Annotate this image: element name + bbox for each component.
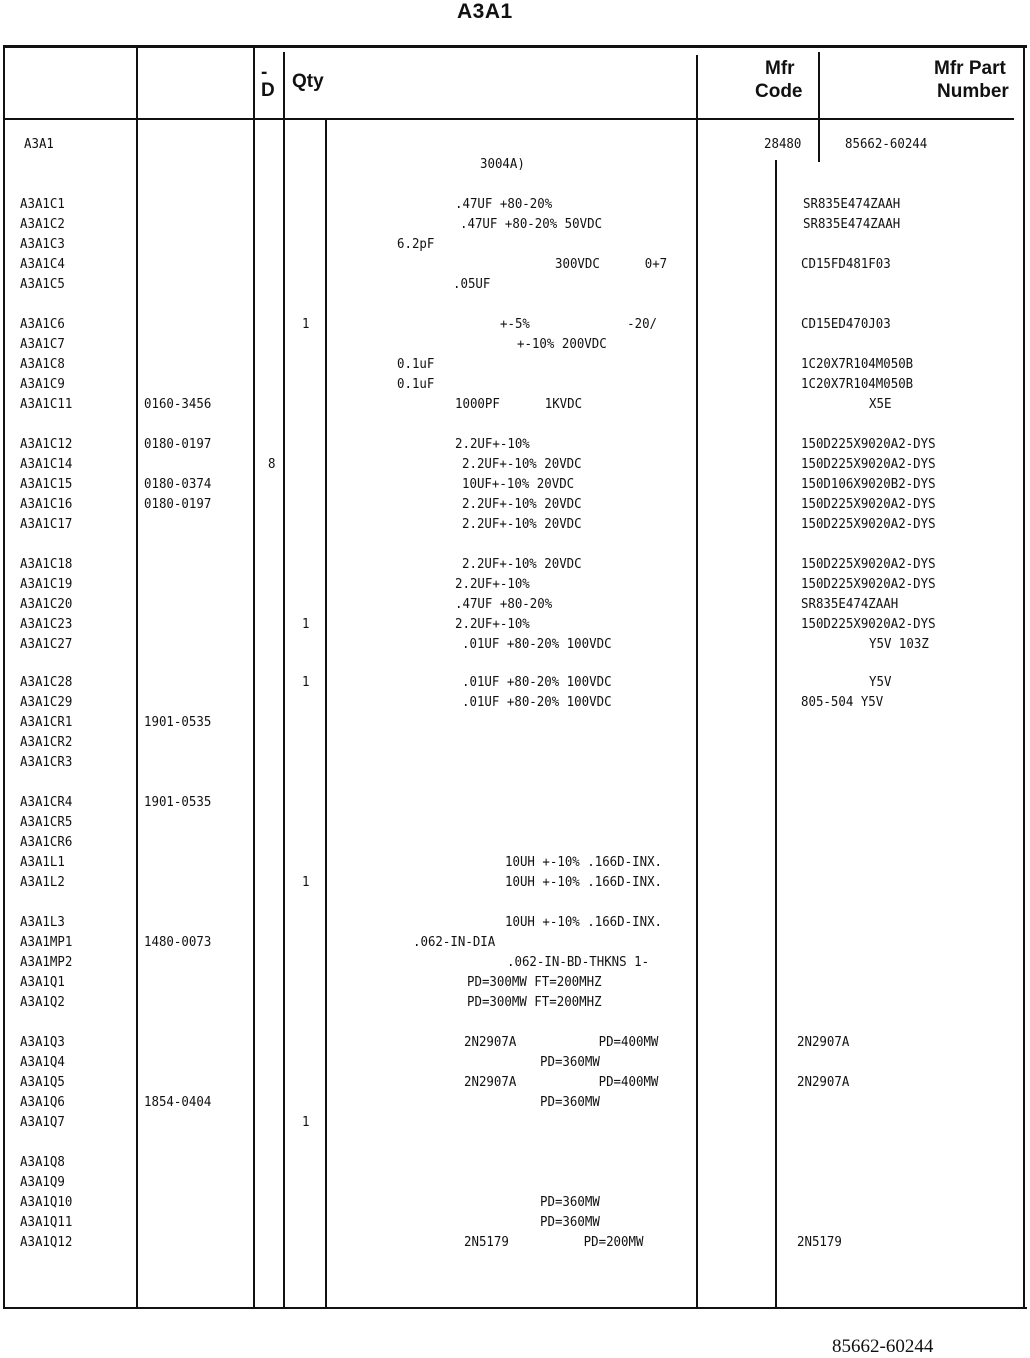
reference-designator-cell: A3A1 [24, 136, 54, 152]
reference-designator-cell: A3A1C6 [20, 316, 65, 332]
table-row [0, 734, 1030, 752]
mfr-part-number-cell: 1C20X7R104M050B [801, 356, 914, 372]
table-row [0, 1034, 1030, 1052]
table-row [0, 356, 1030, 374]
reference-designator-cell: A3A1Q10 [20, 1194, 73, 1210]
mfr-part-number-cell: 150D225X9020A2-DYS [801, 616, 936, 632]
reference-designator-cell: A3A1C28 [20, 674, 73, 690]
table-row [0, 1194, 1030, 1212]
description-cell: 2.2UF+-10% 20VDC [462, 516, 582, 532]
table-row [0, 216, 1030, 234]
mfr-part-number-cell: 85662-60244 [845, 136, 928, 152]
part-number-cell: 0160-3456 [144, 396, 212, 412]
part-number-cell: 0180-0197 [144, 496, 212, 512]
table-row [0, 994, 1030, 1012]
table-row [0, 754, 1030, 772]
description-cell: 2N5179 PD=200MW [464, 1234, 644, 1250]
reference-designator-cell: A3A1CR3 [20, 754, 73, 770]
reference-designator-cell: A3A1C5 [20, 276, 65, 292]
reference-designator-cell: A3A1C27 [20, 636, 73, 652]
description-cell: 2.2UF+-10% 20VDC [462, 496, 582, 512]
description-cell: 300VDC 0+7 [555, 256, 668, 272]
reference-designator-cell: A3A1C23 [20, 616, 73, 632]
table-row [0, 156, 1030, 174]
mfr-part-number-cell: 150D225X9020A2-DYS [801, 496, 936, 512]
description-cell: 2.2UF+-10% [455, 616, 530, 632]
mfr-part-number-cell: 2N2907A [797, 1074, 850, 1090]
description-cell: 2.2UF+-10% 20VDC [462, 456, 582, 472]
mfr-part-number-cell: 2N2907A [797, 1034, 850, 1050]
part-number-cell: 1901-0535 [144, 714, 212, 730]
reference-designator-cell: A3A1C19 [20, 576, 73, 592]
table-row [0, 276, 1030, 294]
table-row [0, 456, 1030, 474]
table-row [0, 834, 1030, 852]
part-number-cell: 0180-0374 [144, 476, 212, 492]
description-cell: .05UF [453, 276, 491, 292]
mfr-part-number-cell: CD15FD481F03 [801, 256, 891, 272]
table-row [0, 576, 1030, 594]
mfr-part-number-cell: SR835E474ZAAH [801, 596, 899, 612]
description-cell: 2.2UF+-10% [455, 576, 530, 592]
part-number-cell: 1480-0073 [144, 934, 212, 950]
description-cell: .47UF +80-20% [455, 196, 553, 212]
mfr-part-number-cell: 150D106X9020B2-DYS [801, 476, 936, 492]
table-row [0, 596, 1030, 614]
description-cell: .47UF +80-20% [455, 596, 553, 612]
table-row [0, 1214, 1030, 1232]
table-row [0, 1094, 1030, 1112]
reference-designator-cell: A3A1CR4 [20, 794, 73, 810]
mfr-part-number-cell: 1C20X7R104M050B [801, 376, 914, 392]
mfr-code-cell: 28480 [764, 136, 802, 152]
table-row [0, 396, 1030, 414]
table-row [0, 516, 1030, 534]
description-cell: 10UH +-10% .166D-INX. [505, 874, 663, 890]
reference-designator-cell: A3A1Q7 [20, 1114, 65, 1130]
table-row [0, 694, 1030, 712]
mfr-part-number-header-line1: Mfr Part [934, 58, 1006, 79]
mfr-part-number-cell: 805-504 Y5V [801, 694, 884, 710]
reference-designator-cell: A3A1C1 [20, 196, 65, 212]
reference-designator-cell: A3A1C15 [20, 476, 73, 492]
reference-designator-cell: A3A1C4 [20, 256, 65, 272]
reference-designator-cell: A3A1Q8 [20, 1154, 65, 1170]
footer-part-number: 85662-60244 [832, 1336, 934, 1357]
reference-designator-cell: A3A1C8 [20, 356, 65, 372]
table-row [0, 496, 1030, 514]
reference-designator-cell: A3A1Q3 [20, 1034, 65, 1050]
description-cell: .01UF +80-20% 100VDC [462, 674, 612, 690]
description-cell: .062-IN-BD-THKNS 1- [507, 954, 650, 970]
table-row [0, 336, 1030, 354]
description-cell: PD=300MW FT=200MHZ [467, 974, 602, 990]
description-cell: .47UF +80-20% 50VDC [460, 216, 603, 232]
reference-designator-cell: A3A1C16 [20, 496, 73, 512]
d-column-header: D [261, 80, 275, 101]
description-cell: 6.2pF [397, 236, 435, 252]
reference-designator-cell: A3A1L3 [20, 914, 65, 930]
description-cell: PD=360MW [540, 1214, 600, 1230]
table-row [0, 136, 1030, 154]
part-number-cell: 1854-0404 [144, 1094, 212, 1110]
mfr-part-number-header-line2: Number [937, 81, 1009, 102]
reference-designator-cell: A3A1MP1 [20, 934, 73, 950]
description-cell: 2.2UF+-10% [455, 436, 530, 452]
reference-designator-cell: A3A1Q6 [20, 1094, 65, 1110]
description-cell: PD=300MW FT=200MHZ [467, 994, 602, 1010]
description-cell: 2.2UF+-10% 20VDC [462, 556, 582, 572]
description-cell: .062-IN-DIA [413, 934, 496, 950]
description-cell: 10UH +-10% .166D-INX. [505, 914, 663, 930]
table-row [0, 914, 1030, 932]
description-cell: PD=360MW [540, 1094, 600, 1110]
table-row [0, 436, 1030, 454]
description-cell: 0.1uF [397, 376, 435, 392]
description-cell: 1000PF 1KVDC [455, 396, 583, 412]
mfr-part-number-cell: 150D225X9020A2-DYS [801, 436, 936, 452]
qty-cell: 1 [302, 1114, 310, 1130]
table-row [0, 556, 1030, 574]
qty-cell: 1 [302, 316, 310, 332]
part-number-cell: 0180-0197 [144, 436, 212, 452]
reference-designator-cell: A3A1C17 [20, 516, 73, 532]
table-row [0, 954, 1030, 972]
qty-cell: 1 [302, 616, 310, 632]
header-bottom-border [3, 118, 1014, 120]
mfr-part-number-cell: 2N5179 [797, 1234, 842, 1250]
reference-designator-cell: A3A1C14 [20, 456, 73, 472]
description-cell: 3004A) [480, 156, 525, 172]
table-row [0, 974, 1030, 992]
reference-designator-cell: A3A1C18 [20, 556, 73, 572]
reference-designator-cell: A3A1C7 [20, 336, 65, 352]
description-cell: .01UF +80-20% 100VDC [462, 636, 612, 652]
mfr-part-number-cell: 150D225X9020A2-DYS [801, 556, 936, 572]
reference-designator-cell: A3A1Q5 [20, 1074, 65, 1090]
reference-designator-cell: A3A1C9 [20, 376, 65, 392]
table-row [0, 1074, 1030, 1092]
table-row [0, 794, 1030, 812]
mfr-part-number-cell: 150D225X9020A2-DYS [801, 576, 936, 592]
reference-designator-cell: A3A1C20 [20, 596, 73, 612]
mfr-part-number-cell: SR835E474ZAAH [803, 196, 901, 212]
page-title: A3A1 [457, 0, 513, 23]
mfr-part-number-cell: X5E [869, 396, 892, 412]
reference-designator-cell: A3A1C3 [20, 236, 65, 252]
description-cell: PD=360MW [540, 1194, 600, 1210]
reference-designator-cell: A3A1CR1 [20, 714, 73, 730]
part-number-cell: 1901-0535 [144, 794, 212, 810]
reference-designator-cell: A3A1MP2 [20, 954, 73, 970]
reference-designator-cell: A3A1C29 [20, 694, 73, 710]
reference-designator-cell: A3A1Q11 [20, 1214, 73, 1230]
table-row [0, 476, 1030, 494]
d-cell: 8 [268, 456, 276, 472]
qty-cell: 1 [302, 874, 310, 890]
description-cell: 2N2907A PD=400MW [464, 1034, 659, 1050]
reference-designator-cell: A3A1CR5 [20, 814, 73, 830]
description-cell: 2N2907A PD=400MW [464, 1074, 659, 1090]
table-bottom-border [3, 1307, 1027, 1309]
table-row [0, 636, 1030, 654]
reference-designator-cell: A3A1Q1 [20, 974, 65, 990]
table-row [0, 714, 1030, 732]
description-cell: 10UF+-10% 20VDC [462, 476, 575, 492]
reference-designator-cell: A3A1Q9 [20, 1174, 65, 1190]
table-row [0, 1174, 1030, 1192]
table-row [0, 674, 1030, 692]
reference-designator-cell: A3A1C2 [20, 216, 65, 232]
table-row [0, 874, 1030, 892]
reference-designator-cell: A3A1Q4 [20, 1054, 65, 1070]
description-cell: 0.1uF [397, 356, 435, 372]
table-row [0, 616, 1030, 634]
description-cell: PD=360MW [540, 1054, 600, 1070]
table-row [0, 1154, 1030, 1172]
table-row [0, 236, 1030, 254]
table-row [0, 1234, 1030, 1252]
reference-designator-cell: A3A1CR2 [20, 734, 73, 750]
table-row [0, 256, 1030, 274]
reference-designator-cell: A3A1Q2 [20, 994, 65, 1010]
mfr-code-header-line2: Code [755, 81, 803, 102]
table-top-border [3, 45, 1027, 48]
reference-designator-cell: A3A1Q12 [20, 1234, 73, 1250]
description-cell: .01UF +80-20% 100VDC [462, 694, 612, 710]
reference-designator-cell: A3A1C11 [20, 396, 73, 412]
reference-designator-cell: A3A1CR6 [20, 834, 73, 850]
d-column-mark: - [261, 62, 268, 83]
mfr-part-number-cell: 150D225X9020A2-DYS [801, 456, 936, 472]
table-row [0, 814, 1030, 832]
mfr-part-number-cell: SR835E474ZAAH [803, 216, 901, 232]
table-row [0, 316, 1030, 334]
qty-column-header: Qty [292, 71, 324, 92]
table-row [0, 934, 1030, 952]
reference-designator-cell: A3A1C12 [20, 436, 73, 452]
reference-designator-cell: A3A1L1 [20, 854, 65, 870]
mfr-part-number-cell: CD15ED470J03 [801, 316, 891, 332]
reference-designator-cell: A3A1L2 [20, 874, 65, 890]
mfr-code-header-line1: Mfr [765, 58, 795, 79]
mfr-part-number-cell: Y5V 103Z [869, 636, 929, 652]
table-row [0, 854, 1030, 872]
description-cell: +-10% 200VDC [517, 336, 607, 352]
table-row [0, 1114, 1030, 1132]
description-cell: 10UH +-10% .166D-INX. [505, 854, 663, 870]
table-row [0, 1054, 1030, 1072]
mfr-part-number-cell: 150D225X9020A2-DYS [801, 516, 936, 532]
table-row [0, 376, 1030, 394]
description-cell: +-5% -20/ [500, 316, 658, 332]
qty-cell: 1 [302, 674, 310, 690]
table-row [0, 196, 1030, 214]
mfr-part-number-cell: Y5V [869, 674, 892, 690]
